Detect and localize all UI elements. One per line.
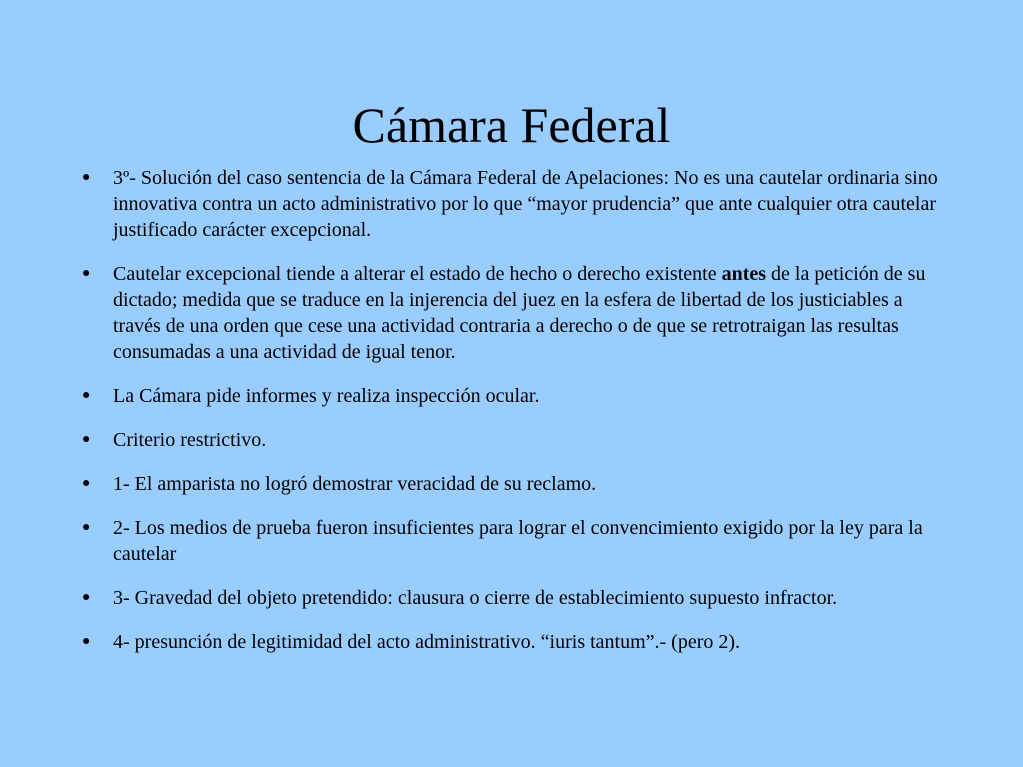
bullet-item <box>0 427 1023 453</box>
bullet-text: 4- presunción de legitimidad del acto administrativo. “iuris tantum”.- (pero 2). <box>113 631 741 653</box>
bullet-icon: ● <box>82 520 91 535</box>
bullet-icon: ● <box>82 432 91 447</box>
bullet-text: 3- Gravedad del objeto pretendido: clausura o cierre de establecimiento supuesto infractor. <box>113 587 838 609</box>
bullet-list <box>0 165 1023 673</box>
bullet-text-emphasis: antes <box>721 263 767 285</box>
bullet-icon: ● <box>82 388 91 403</box>
bullet-item <box>0 261 1023 365</box>
slide-title: Cámara Federal <box>352 97 671 153</box>
bullet-text-before: Cautelar excepcional tiende a alterar el estado de hecho o derecho existente <box>113 263 722 285</box>
bullet-item <box>0 585 1023 611</box>
bullet-text: Criterio restrictivo. <box>113 429 267 451</box>
bullet-text: 1- El amparista no logró demostrar veracidad de su reclamo. <box>113 473 597 495</box>
bullet-text-after: de la petición de su dictado; medida que se traduce en la injerencia del juez en la esfera de libertad de los justiciables a través de una orden que cese una actividad contraria a derecho o de que se retrotraigan las resultas consumadas a una actividad de igual tenor. <box>113 263 926 363</box>
bullet-text: La Cámara pide informes y realiza inspección ocular. <box>113 385 540 407</box>
bullet-icon: ● <box>82 590 91 605</box>
bullet-item <box>0 165 1023 243</box>
bullet-text: 3º- Solución del caso sentencia de la Cámara Federal de Apelaciones: No es una cautelar ordinaria sino innovativa contra un acto administrativo por lo que “mayor prudencia” que ante cualquier otra cautelar justificado carácter excepcional. <box>113 167 938 241</box>
bullet-item <box>0 515 1023 567</box>
bullet-icon: ● <box>82 476 91 491</box>
bullet-icon: ● <box>82 266 91 281</box>
bullet-icon: ● <box>82 634 91 649</box>
bullet-text <box>113 261 953 365</box>
bullet-icon: ● <box>82 170 91 185</box>
bullet-text: 2- Los medios de prueba fueron insuficientes para lograr el convencimiento exigido por la ley para la cautelar <box>113 517 923 565</box>
bullet-item <box>0 471 1023 497</box>
bullet-item <box>0 629 1023 655</box>
bullet-item <box>0 383 1023 409</box>
